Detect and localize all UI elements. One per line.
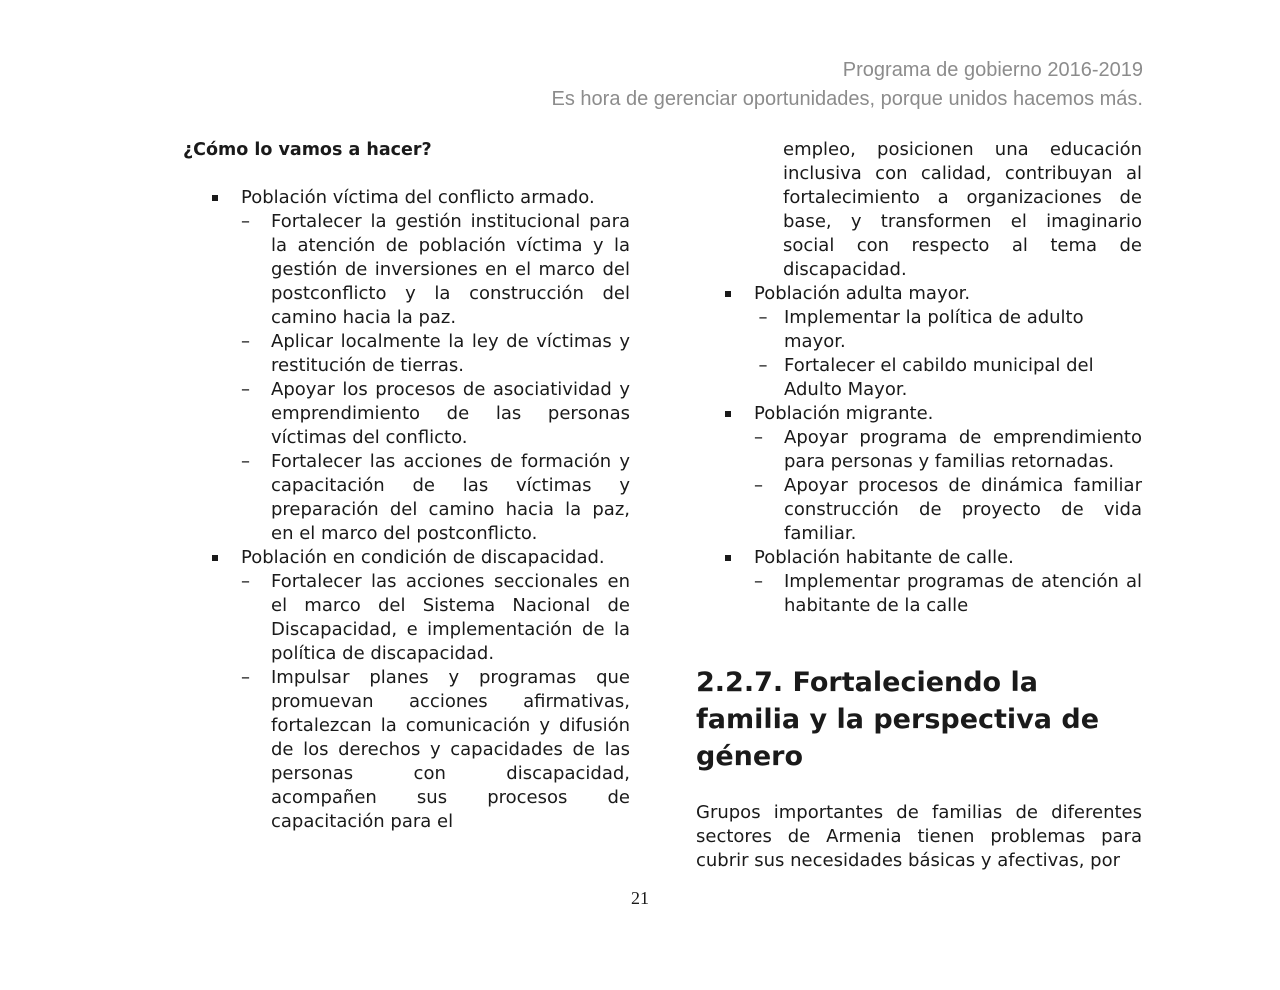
action-item: – Apoyar programa de emprendimiento para personas y familias retornadas. — [754, 427, 1142, 472]
dash-icon: – — [241, 211, 250, 232]
dash-icon: – — [754, 475, 763, 496]
action-item: – Fortalecer las acciones de formación y capacitación de las víctimas y preparación del camino hacia la paz, en el marco del postconflicto. — [241, 451, 630, 544]
left-column — [183, 138, 630, 834]
header-program-title: Programa de gobierno 2016-2019 — [842, 59, 1143, 81]
action-item: – Implementar la política de adulto mayor. — [754, 306, 1142, 354]
population-label: Población en condición de discapacidad. — [241, 547, 605, 568]
action-list — [754, 306, 1142, 402]
dash-icon: – — [758, 307, 768, 328]
dash-icon: – — [754, 571, 763, 592]
action-item: – Apoyar los procesos de asociatividad y emprendimiento de las personas víctimas del conflicto. — [241, 379, 630, 448]
action-item: – Implementar programas de atención al habitante de la calle — [754, 571, 1142, 616]
population-list — [696, 282, 1142, 618]
square-bullet-icon — [725, 411, 731, 417]
running-header — [552, 56, 1143, 114]
page-number: 21 — [631, 888, 649, 908]
action-item: – Apoyar procesos de dinámica familiar construcción de proyecto de vida familiar. — [754, 475, 1142, 544]
population-item — [183, 546, 630, 834]
population-label: Población víctima del conflicto armado. — [241, 187, 595, 208]
action-item: – Fortalecer las acciones seccionales en el marco del Sistema Nacional de Discapacidad, e implementación de la política de discapacidad. — [241, 571, 630, 664]
header-slogan: Es hora de gerenciar oportunidades, porque unidos hacemos más. — [551, 88, 1143, 110]
how-heading: ¿Cómo lo vamos a hacer? — [183, 140, 432, 160]
action-list — [754, 570, 1142, 618]
population-item — [696, 402, 1142, 546]
action-list — [241, 210, 630, 546]
action-list — [241, 570, 630, 834]
dash-icon: – — [758, 355, 768, 376]
population-item — [696, 282, 1142, 402]
square-bullet-icon — [212, 555, 218, 561]
population-list — [183, 186, 630, 834]
action-item: – Fortalecer el cabildo municipal del Adulto Mayor. — [754, 354, 1142, 402]
dash-icon: – — [754, 427, 763, 448]
population-item — [183, 186, 630, 546]
population-label: Población habitante de calle. — [754, 547, 1014, 568]
square-bullet-icon — [212, 195, 218, 201]
dash-icon: – — [241, 379, 250, 400]
population-item — [696, 546, 1142, 618]
dash-icon: – — [241, 571, 250, 592]
action-list — [754, 426, 1142, 546]
right-column — [696, 138, 1142, 873]
dash-icon: – — [241, 331, 250, 352]
dash-icon: – — [241, 667, 250, 688]
population-label: Población migrante. — [754, 403, 934, 424]
action-item: – Fortalecer la gestión institucional para la atención de población víctima y la gestión de inversiones en el marco del postconflicto y la construcción del camino hacia la paz. — [241, 211, 630, 328]
action-item: – Aplicar localmente la ley de víctimas y restitución de tierras. — [241, 331, 630, 376]
continued-text: empleo, posicionen una educación inclusiva con calidad, contribuyan al fortalecimiento a organizaciones de base, y transformen el imaginario social con respecto al tema de discapacidad. — [783, 139, 1142, 280]
section-title: 2.2.7. Fortaleciendo la familia y la perspectiva de género — [696, 667, 1100, 772]
dash-icon: – — [241, 451, 250, 472]
action-item: – Impulsar planes y programas que promuevan acciones afirmativas, fortalezcan la comunicación y difusión de los derechos y capacidades de las personas con discapacidad, acompañen sus procesos de capacitación para el — [241, 667, 630, 832]
population-label: Población adulta mayor. — [754, 283, 971, 304]
square-bullet-icon — [725, 291, 731, 297]
section-paragraph: Grupos importantes de familias de diferentes sectores de Armenia tienen problemas para cubrir sus necesidades básicas y afectivas, por — [696, 802, 1142, 871]
square-bullet-icon — [725, 555, 731, 561]
